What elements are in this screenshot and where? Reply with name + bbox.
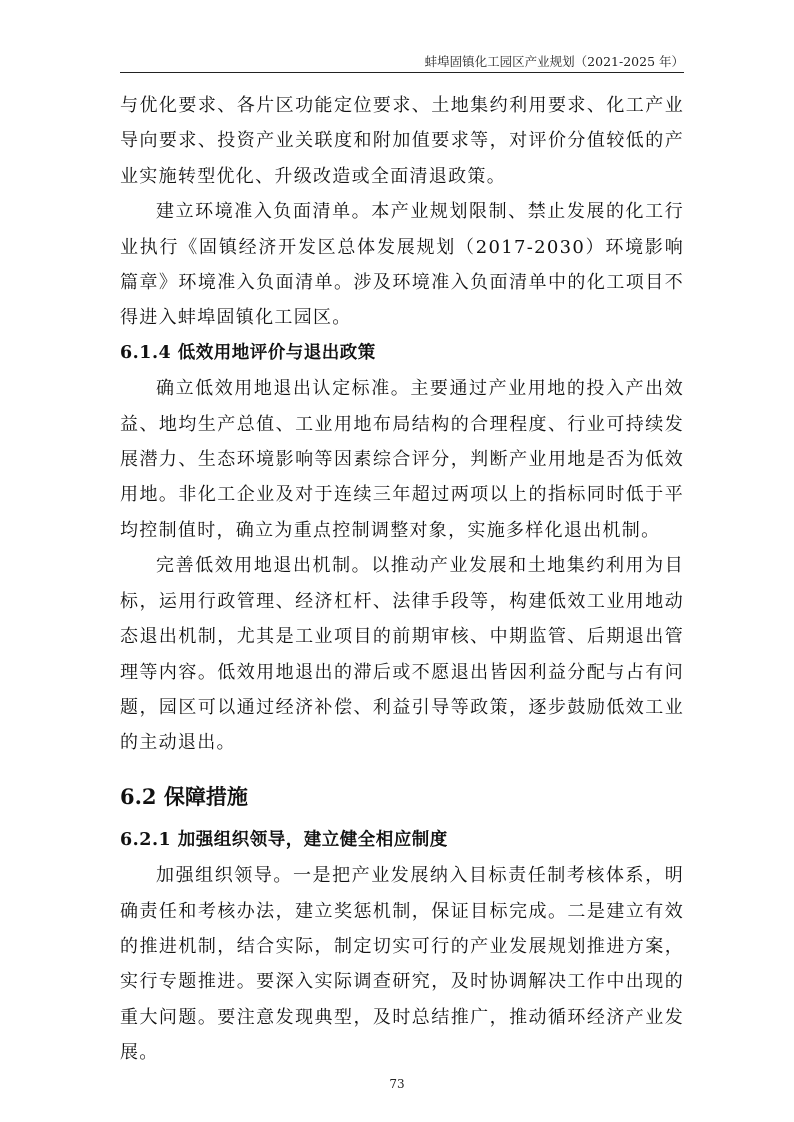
paragraph-organization-leadership: 加强组织领导。一是把产业发展纳入目标责任制考核体系，明确责任和考核办法，建立奖惩机制，保证目标完成。二是建立有效的推进机制，结合实际，制定切实可行的产业发展规划推进方案，实行专题推进。要深入实际调查研究，及时协调解决工作中出现的重大问题。要注意发现典型，及时总结推广，推动循环经济产业发展。 [120,865,684,1064]
header-divider [120,72,684,73]
paragraph-continuation: 与优化要求、各片区功能定位要求、土地集约利用要求、化工产业导向要求、投资产业关联度和附加值要求等，对评价分值较低的产业实施转型优化、升级改造或全面清退政策。 [120,95,684,187]
section-heading-6-2-1: 6.2.1 加强组织领导，建立健全相应制度 [120,829,448,850]
section-heading-6-2: 6.2 保障措施 [120,783,248,809]
page-body [120,88,684,1071]
running-header: 蚌埠固镇化工园区产业规划（2021-2025 年） [424,54,684,69]
section-heading-6-1-4: 6.1.4 低效用地评价与退出政策 [120,342,376,363]
page-number: 73 [389,1077,405,1091]
paragraph-negative-list: 建立环境准入负面清单。本产业规划限制、禁止发展的化工行业执行《固镇经济开发区总体发展规划（2017-2030）环境影响篇章》环境准入负面清单。涉及环境准入负面清单中的化工项目不得进入蚌埠固镇化工园区。 [120,201,684,329]
paragraph-exit-mechanism: 完善低效用地退出机制。以推动产业发展和土地集约利用为目标，运用行政管理、经济杠杆、法律手段等，构建低效工业用地动态退出机制，尤其是工业项目的前期审核、中期监管、后期退出管理等内容。低效用地退出的滞后或不愿退出皆因利益分配与占有问题，园区可以通过经济补偿、利益引导等政策，逐步鼓励低效工业的主动退出。 [120,555,684,754]
paragraph-exit-criteria: 确立低效用地退出认定标准。主要通过产业用地的投入产出效益、地均生产总值、工业用地布局结构的合理程度、行业可持续发展潜力、生态环境影响等因素综合评分，判断产业用地是否为低效用地。非化工企业及对于连续三年超过两项以上的指标同时低于平均控制值时，确立为重点控制调整对象，实施多样化退出机制。 [120,378,684,541]
